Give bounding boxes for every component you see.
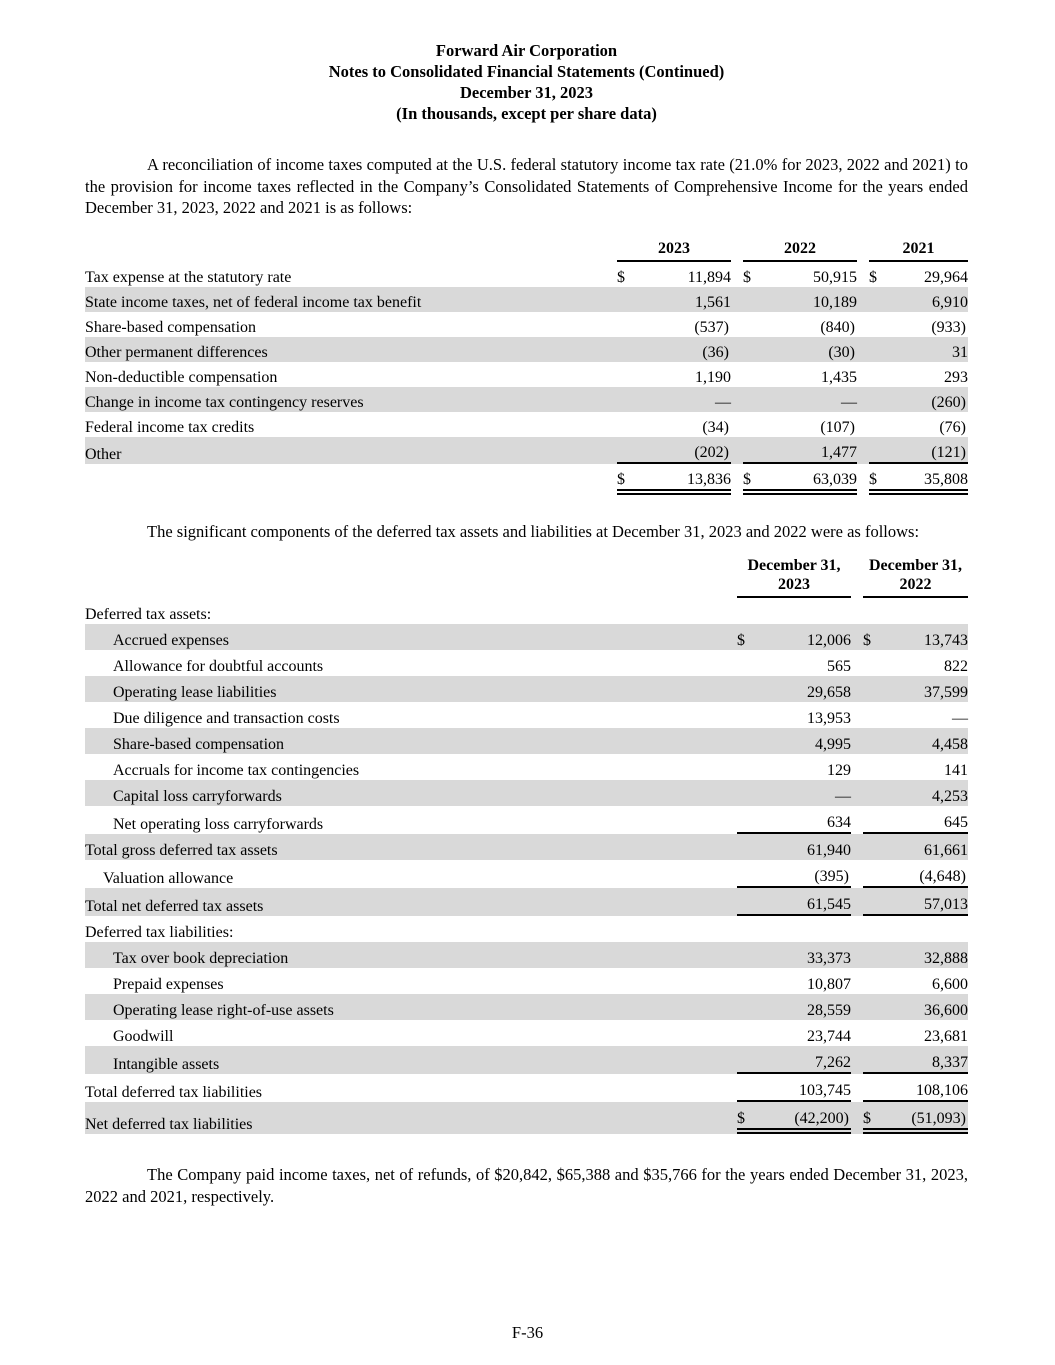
value-cell: — — [835, 788, 851, 805]
table-row — [85, 860, 968, 888]
column-gap — [851, 728, 863, 754]
document-header — [85, 40, 968, 124]
column-gap — [731, 387, 743, 412]
column-gap — [725, 728, 737, 754]
table-row — [85, 1074, 968, 1102]
column-gap — [731, 312, 743, 337]
column-gap — [605, 464, 617, 495]
table-row — [85, 437, 968, 464]
dollar-sign — [863, 754, 887, 780]
dollar-sign — [737, 1046, 761, 1074]
row-label: Other — [85, 445, 122, 463]
dollar-sign — [737, 994, 761, 1020]
value-cell: 32,888 — [924, 950, 968, 967]
row-label: Due diligence and transaction costs — [113, 710, 340, 727]
table-row — [85, 1020, 968, 1046]
value-cell: (30) — [828, 343, 855, 361]
value-cell: 6,910 — [932, 293, 968, 311]
value-cell: 33,373 — [807, 950, 851, 967]
column-gap — [725, 1102, 737, 1134]
table-row — [85, 1046, 968, 1074]
dollar-sign — [617, 362, 641, 387]
table-row — [85, 1102, 968, 1134]
row-label: Operating lease right-of-use assets — [113, 1002, 334, 1019]
row-label: Prepaid expenses — [113, 976, 224, 993]
value-cell: 23,681 — [924, 1028, 968, 1045]
dollar-sign — [863, 1074, 887, 1102]
column-gap — [851, 834, 863, 860]
dollar-sign — [737, 834, 761, 860]
value-cell: 634 — [761, 806, 851, 834]
column-header: 2023 — [617, 239, 731, 262]
column-header: December 31, 2023 — [737, 556, 851, 598]
column-gap — [725, 598, 737, 624]
page-number: F-36 — [511, 1323, 544, 1342]
column-gap — [731, 337, 743, 362]
value-cell: 822 — [944, 658, 968, 675]
table-row — [85, 312, 968, 337]
column-gap — [851, 702, 863, 728]
dollar-sign — [869, 437, 893, 464]
value-cell: (34) — [702, 418, 729, 436]
value-cell: 1,561 — [695, 293, 731, 311]
value-cell: (107) — [820, 418, 855, 436]
value-cell: (537) — [694, 318, 729, 336]
value-cell: (51,093) — [887, 1102, 968, 1134]
dollar-sign: $ — [869, 464, 893, 495]
row-label: Accrued expenses — [113, 632, 229, 649]
dollar-sign — [617, 437, 641, 464]
column-gap — [605, 337, 617, 362]
value-cell: (395) — [761, 860, 851, 888]
value-cell: 13,743 — [924, 632, 968, 649]
header-gap — [605, 239, 617, 262]
column-gap — [851, 888, 863, 916]
dollar-sign — [863, 650, 887, 676]
column-gap — [605, 387, 617, 412]
dollar-sign — [737, 806, 761, 834]
value-cell: — — [715, 393, 731, 411]
column-gap — [851, 1102, 863, 1134]
table-row — [85, 754, 968, 780]
value-cell: 61,545 — [761, 888, 851, 916]
table-row — [85, 650, 968, 676]
row-label: Other permanent differences — [85, 343, 268, 361]
value-cell: 23,744 — [807, 1028, 851, 1045]
value-cell: 36,600 — [924, 1002, 968, 1019]
table-row — [85, 598, 968, 624]
row-label: Deferred tax assets: — [85, 606, 212, 623]
table-row — [85, 968, 968, 994]
value-cell: 103,745 — [761, 1074, 851, 1102]
dollar-sign: $ — [617, 268, 625, 286]
header-gap — [731, 239, 743, 262]
dollar-sign: $ — [737, 632, 745, 649]
value-cell: 61,940 — [807, 842, 851, 859]
column-gap — [605, 262, 617, 287]
value-cell: 35,808 — [893, 464, 968, 495]
column-gap — [731, 262, 743, 287]
row-label: Intangible assets — [113, 1056, 220, 1073]
row-label: State income taxes, net of federal income tax benefit — [85, 293, 422, 311]
dollar-sign — [743, 362, 767, 387]
dollar-sign — [617, 387, 641, 412]
value-cell — [761, 916, 851, 942]
table-header-row — [85, 556, 968, 598]
value-cell: 293 — [944, 368, 968, 386]
value-cell: 29,964 — [924, 268, 968, 286]
value-cell: — — [952, 710, 968, 727]
column-gap — [725, 702, 737, 728]
column-gap — [731, 362, 743, 387]
row-label: Operating lease liabilities — [113, 684, 277, 701]
value-cell: 1,435 — [821, 368, 857, 386]
dollar-sign — [737, 598, 761, 624]
value-cell: 4,995 — [815, 736, 851, 753]
column-gap — [857, 387, 869, 412]
dollar-sign — [863, 1020, 887, 1046]
row-label: Non-deductible compensation — [85, 368, 278, 386]
column-gap — [725, 968, 737, 994]
value-cell — [887, 598, 968, 624]
column-gap — [857, 437, 869, 464]
dollar-sign: $ — [617, 464, 641, 495]
intro-paragraph: A reconciliation of income taxes computed at the U.S. federal statutory income tax rate (21.0% for 2023, 2022 and 2021) to the provision for income taxes reflected in the Company’s Consolidated Statements of Comprehensive Income for the years ended December 31, 2023, 2022 and 2021 is as follows: — [85, 155, 968, 217]
table-row — [85, 412, 968, 437]
dollar-sign — [737, 860, 761, 888]
value-cell: (36) — [702, 343, 729, 361]
row-label: Federal income tax credits — [85, 418, 255, 436]
dollar-sign: $ — [863, 632, 871, 649]
dollar-sign — [869, 412, 893, 437]
dollar-sign — [863, 728, 887, 754]
column-gap — [851, 916, 863, 942]
value-cell: 10,807 — [807, 976, 851, 993]
row-label: Net operating loss carryforwards — [113, 816, 324, 833]
row-label: Tax expense at the statutory rate — [85, 268, 292, 286]
company-name: Forward Air Corporation — [435, 41, 618, 60]
column-gap — [851, 968, 863, 994]
column-gap — [857, 412, 869, 437]
value-cell: 10,189 — [813, 293, 857, 311]
column-gap — [725, 942, 737, 968]
table-row — [85, 262, 968, 287]
table-row — [85, 834, 968, 860]
value-cell: (76) — [939, 418, 966, 436]
table-row — [85, 888, 968, 916]
value-cell: 61,661 — [924, 842, 968, 859]
report-date: December 31, 2023 — [459, 83, 594, 102]
value-cell: (260) — [931, 393, 966, 411]
dollar-sign — [617, 312, 641, 337]
dollar-sign — [863, 942, 887, 968]
value-cell: — — [841, 393, 857, 411]
value-cell: 1,190 — [695, 368, 731, 386]
table-row — [85, 916, 968, 942]
dollar-sign — [863, 806, 887, 834]
document-title: Notes to Consolidated Financial Statements (Continued) — [328, 62, 725, 81]
header-gap — [851, 556, 863, 598]
value-cell: 1,477 — [767, 437, 857, 464]
row-label: Total gross deferred tax assets — [85, 842, 278, 859]
column-gap — [731, 287, 743, 312]
dollar-sign: $ — [863, 1102, 887, 1134]
column-gap — [605, 362, 617, 387]
column-gap — [851, 860, 863, 888]
tax-reconciliation-table — [85, 239, 968, 495]
column-gap — [851, 1020, 863, 1046]
row-label: Share-based compensation — [113, 736, 285, 753]
value-cell: 108,106 — [887, 1074, 968, 1102]
dollar-sign — [869, 312, 893, 337]
column-gap — [725, 860, 737, 888]
dollar-sign — [743, 437, 767, 464]
dollar-sign — [617, 337, 641, 362]
dollar-sign: $ — [743, 464, 767, 495]
dollar-sign — [743, 337, 767, 362]
row-label: Accruals for income tax contingencies — [113, 762, 360, 779]
column-gap — [725, 624, 737, 650]
dollar-sign — [737, 702, 761, 728]
dollar-sign — [743, 312, 767, 337]
value-cell: 29,658 — [807, 684, 851, 701]
column-gap — [851, 650, 863, 676]
dollar-sign — [869, 337, 893, 362]
dollar-sign — [737, 1020, 761, 1046]
dollar-sign: $ — [743, 268, 751, 286]
column-gap — [731, 437, 743, 464]
table-row — [85, 702, 968, 728]
column-gap — [605, 412, 617, 437]
column-gap — [605, 437, 617, 464]
row-label: Capital loss carryforwards — [113, 788, 282, 805]
value-cell: 12,006 — [807, 632, 851, 649]
column-gap — [725, 806, 737, 834]
value-cell: (933) — [931, 318, 966, 336]
column-gap — [857, 464, 869, 495]
column-gap — [851, 942, 863, 968]
dollar-sign — [743, 412, 767, 437]
row-label: Valuation allowance — [103, 870, 234, 887]
value-cell — [761, 598, 851, 624]
dollar-sign — [863, 860, 887, 888]
value-cell: (121) — [893, 437, 968, 464]
dollar-sign — [737, 1074, 761, 1102]
dollar-sign — [743, 387, 767, 412]
value-cell: 7,262 — [761, 1046, 851, 1074]
table-row — [85, 942, 968, 968]
column-header: December 31, 2022 — [863, 556, 968, 598]
value-cell: 645 — [887, 806, 968, 834]
value-cell: 13,953 — [807, 710, 851, 727]
table-row — [85, 624, 968, 650]
header-gap — [725, 556, 737, 598]
value-cell: (4,648) — [887, 860, 968, 888]
dollar-sign — [743, 287, 767, 312]
column-gap — [725, 650, 737, 676]
dollar-sign — [863, 888, 887, 916]
column-gap — [851, 780, 863, 806]
column-gap — [725, 676, 737, 702]
column-gap — [725, 834, 737, 860]
value-cell: 8,337 — [887, 1046, 968, 1074]
deferred-tax-paragraph: The significant components of the deferred tax assets and liabilities at December 31, 2023 and 2022 were as follows: — [147, 521, 920, 541]
value-cell: 31 — [952, 343, 968, 361]
dollar-sign — [617, 412, 641, 437]
units-note: (In thousands, except per share data) — [396, 104, 657, 123]
table-row — [85, 728, 968, 754]
value-cell — [887, 916, 968, 942]
dollar-sign — [863, 780, 887, 806]
column-gap — [725, 754, 737, 780]
value-cell: 28,559 — [807, 1002, 851, 1019]
dollar-sign — [869, 362, 893, 387]
column-gap — [857, 287, 869, 312]
column-gap — [725, 916, 737, 942]
value-cell: 565 — [827, 658, 851, 675]
dollar-sign — [737, 888, 761, 916]
dollar-sign — [863, 1046, 887, 1074]
value-cell: 6,600 — [932, 976, 968, 993]
value-cell: (202) — [641, 437, 731, 464]
table-row — [85, 676, 968, 702]
dollar-sign — [869, 287, 893, 312]
dollar-sign — [737, 754, 761, 780]
row-label: Goodwill — [113, 1028, 174, 1045]
column-gap — [851, 1074, 863, 1102]
table-row — [85, 387, 968, 412]
column-gap — [725, 1046, 737, 1074]
column-gap — [857, 362, 869, 387]
table-row — [85, 287, 968, 312]
column-gap — [857, 337, 869, 362]
table-row — [85, 806, 968, 834]
taxes-paid-paragraph: The Company paid income taxes, net of refunds, of $20,842, $65,388 and $35,766 for the years ended December 31, 2023, 2022 and 2021, respectively. — [85, 1165, 968, 1206]
column-gap — [851, 994, 863, 1020]
dollar-sign — [863, 994, 887, 1020]
dollar-sign — [863, 598, 887, 624]
table-row — [85, 337, 968, 362]
dollar-sign — [737, 968, 761, 994]
value-cell: (840) — [820, 318, 855, 336]
value-cell: 4,458 — [932, 736, 968, 753]
column-gap — [605, 312, 617, 337]
column-gap — [725, 780, 737, 806]
header-gap — [857, 239, 869, 262]
value-cell: 63,039 — [767, 464, 857, 495]
column-gap — [725, 994, 737, 1020]
dollar-sign — [737, 942, 761, 968]
column-gap — [725, 1020, 737, 1046]
dollar-sign — [737, 728, 761, 754]
value-cell: (42,200) — [761, 1102, 851, 1134]
value-cell: 141 — [944, 762, 968, 779]
dollar-sign: $ — [737, 1102, 761, 1134]
column-gap — [725, 888, 737, 916]
column-gap — [857, 312, 869, 337]
dollar-sign — [863, 916, 887, 942]
dollar-sign — [863, 968, 887, 994]
value-cell: 50,915 — [813, 268, 857, 286]
column-gap — [731, 412, 743, 437]
dollar-sign — [863, 834, 887, 860]
value-cell: 4,253 — [932, 788, 968, 805]
row-label: Total net deferred tax assets — [85, 898, 264, 915]
value-cell: 13,836 — [641, 464, 731, 495]
column-gap — [851, 624, 863, 650]
row-label — [85, 464, 605, 495]
value-cell: 129 — [827, 762, 851, 779]
column-header: 2022 — [743, 239, 857, 262]
dollar-sign — [737, 916, 761, 942]
row-label: Share-based compensation — [85, 318, 257, 336]
dollar-sign — [869, 387, 893, 412]
column-header: 2021 — [869, 239, 968, 262]
table-row — [85, 362, 968, 387]
table-row — [85, 464, 968, 495]
column-gap — [731, 464, 743, 495]
value-cell: 37,599 — [924, 684, 968, 701]
row-label: Total deferred tax liabilities — [85, 1084, 263, 1101]
column-gap — [605, 287, 617, 312]
column-gap — [851, 598, 863, 624]
value-cell: 11,894 — [687, 268, 731, 286]
row-label: Tax over book depreciation — [113, 950, 289, 967]
column-gap — [851, 806, 863, 834]
dollar-sign — [737, 650, 761, 676]
column-gap — [851, 754, 863, 780]
dollar-sign — [863, 676, 887, 702]
dollar-sign — [863, 702, 887, 728]
row-label: Change in income tax contingency reserves — [85, 393, 364, 411]
dollar-sign — [617, 287, 641, 312]
table-row — [85, 780, 968, 806]
row-label: Deferred tax liabilities: — [85, 924, 234, 941]
row-label: Net deferred tax liabilities — [85, 1116, 253, 1133]
column-gap — [857, 262, 869, 287]
deferred-tax-table — [85, 556, 968, 1134]
dollar-sign — [737, 780, 761, 806]
dollar-sign: $ — [869, 268, 877, 286]
table-row — [85, 994, 968, 1020]
column-gap — [851, 676, 863, 702]
column-gap — [851, 1046, 863, 1074]
dollar-sign — [737, 676, 761, 702]
table-header-row — [85, 239, 968, 262]
column-gap — [725, 1074, 737, 1102]
value-cell: 57,013 — [887, 888, 968, 916]
row-label: Allowance for doubtful accounts — [113, 658, 324, 675]
